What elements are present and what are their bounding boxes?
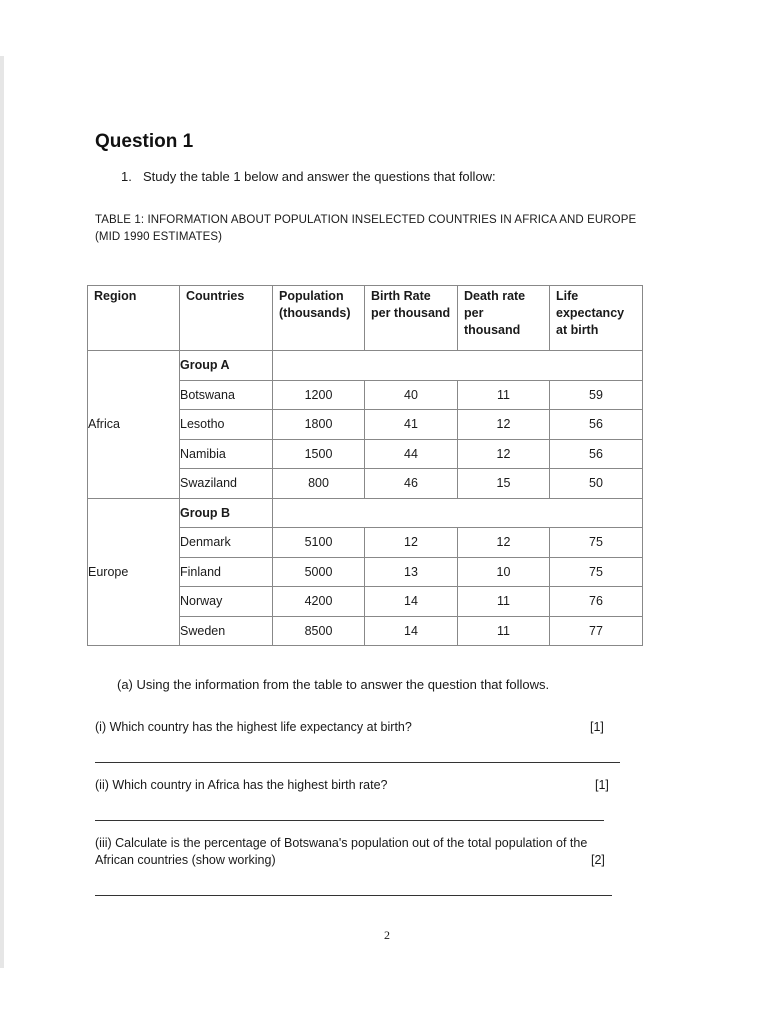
population-table (87, 285, 643, 646)
life-expectancy-cell: 75 (550, 557, 643, 587)
instruction (121, 169, 496, 184)
question-iii-line1: (iii) Calculate is the percentage of Botswana's population out of the total population of the (95, 836, 588, 850)
header-death-rate: Death rate per thousand (458, 286, 550, 351)
country-cell: Swaziland (180, 469, 273, 499)
instruction-text: Study the table 1 below and answer the questions that follow: (143, 169, 496, 184)
birth-rate-cell: 41 (365, 410, 458, 440)
country-cell: Norway (180, 587, 273, 617)
header-population: Population (thousands) (273, 286, 365, 351)
life-expectancy-cell: 56 (550, 410, 643, 440)
birth-rate-cell: 44 (365, 439, 458, 469)
country-cell: Lesotho (180, 410, 273, 440)
life-expectancy-cell: 77 (550, 616, 643, 646)
population-cell: 5100 (273, 528, 365, 558)
question-ii-text: (ii) Which country in Africa has the highest birth rate? (95, 778, 388, 792)
group-row (88, 498, 643, 528)
page-number: 2 (384, 928, 390, 942)
population-cell: 5000 (273, 557, 365, 587)
table-header-row (88, 286, 643, 351)
group-spacer (273, 498, 643, 528)
population-cell: 4200 (273, 587, 365, 617)
birth-rate-cell: 14 (365, 616, 458, 646)
life-expectancy-cell: 75 (550, 528, 643, 558)
country-cell: Denmark (180, 528, 273, 558)
population-cell: 1500 (273, 439, 365, 469)
death-rate-cell: 11 (458, 380, 550, 410)
life-expectancy-cell: 76 (550, 587, 643, 617)
question-iii-mark: [2] (591, 853, 605, 867)
header-life-expectancy: Life expectancy at birth (550, 286, 643, 351)
population-cell: 800 (273, 469, 365, 499)
death-rate-cell: 11 (458, 587, 550, 617)
question-iii-line2: African countries (show working) (95, 853, 276, 867)
question-ii-mark: [1] (595, 778, 609, 792)
death-rate-cell: 10 (458, 557, 550, 587)
answer-line-iii[interactable] (95, 895, 612, 896)
answer-line-i[interactable] (95, 762, 620, 763)
header-region: Region (88, 286, 180, 351)
death-rate-cell: 12 (458, 410, 550, 440)
life-expectancy-cell: 56 (550, 439, 643, 469)
death-rate-cell: 15 (458, 469, 550, 499)
birth-rate-cell: 46 (365, 469, 458, 499)
group-label: Group B (180, 498, 273, 528)
group-row (88, 351, 643, 381)
death-rate-cell: 11 (458, 616, 550, 646)
death-rate-cell: 12 (458, 528, 550, 558)
life-expectancy-cell: 59 (550, 380, 643, 410)
life-expectancy-cell: 50 (550, 469, 643, 499)
birth-rate-cell: 40 (365, 380, 458, 410)
instruction-number: 1. (121, 169, 132, 184)
worksheet-page (4, 0, 768, 1024)
country-cell: Namibia (180, 439, 273, 469)
group-spacer (273, 351, 643, 381)
birth-rate-cell: 12 (365, 528, 458, 558)
header-countries: Countries (180, 286, 273, 351)
question-i-text: (i) Which country has the highest life expectancy at birth? (95, 720, 412, 734)
birth-rate-cell: 14 (365, 587, 458, 617)
question-iii-text (95, 835, 655, 869)
population-cell: 1200 (273, 380, 365, 410)
country-cell: Botswana (180, 380, 273, 410)
answer-line-ii[interactable] (95, 820, 604, 821)
region-cell: Africa (88, 351, 180, 499)
question-i-mark: [1] (590, 720, 604, 734)
death-rate-cell: 12 (458, 439, 550, 469)
header-birth-rate: Birth Rate per thousand (365, 286, 458, 351)
part-a-intro: (a) Using the information from the table to answer the question that follows. (117, 677, 550, 692)
region-cell: Europe (88, 498, 180, 646)
country-cell: Sweden (180, 616, 273, 646)
population-cell: 1800 (273, 410, 365, 440)
country-cell: Finland (180, 557, 273, 587)
question-title: Question 1 (95, 131, 194, 152)
population-cell: 8500 (273, 616, 365, 646)
birth-rate-cell: 13 (365, 557, 458, 587)
table-caption: TABLE 1: INFORMATION ABOUT POPULATION INSELECTED COUNTRIES IN AFRICA AND EUROPE (MID 1990 ESTIMATES) (95, 214, 637, 243)
group-label: Group A (180, 351, 273, 381)
